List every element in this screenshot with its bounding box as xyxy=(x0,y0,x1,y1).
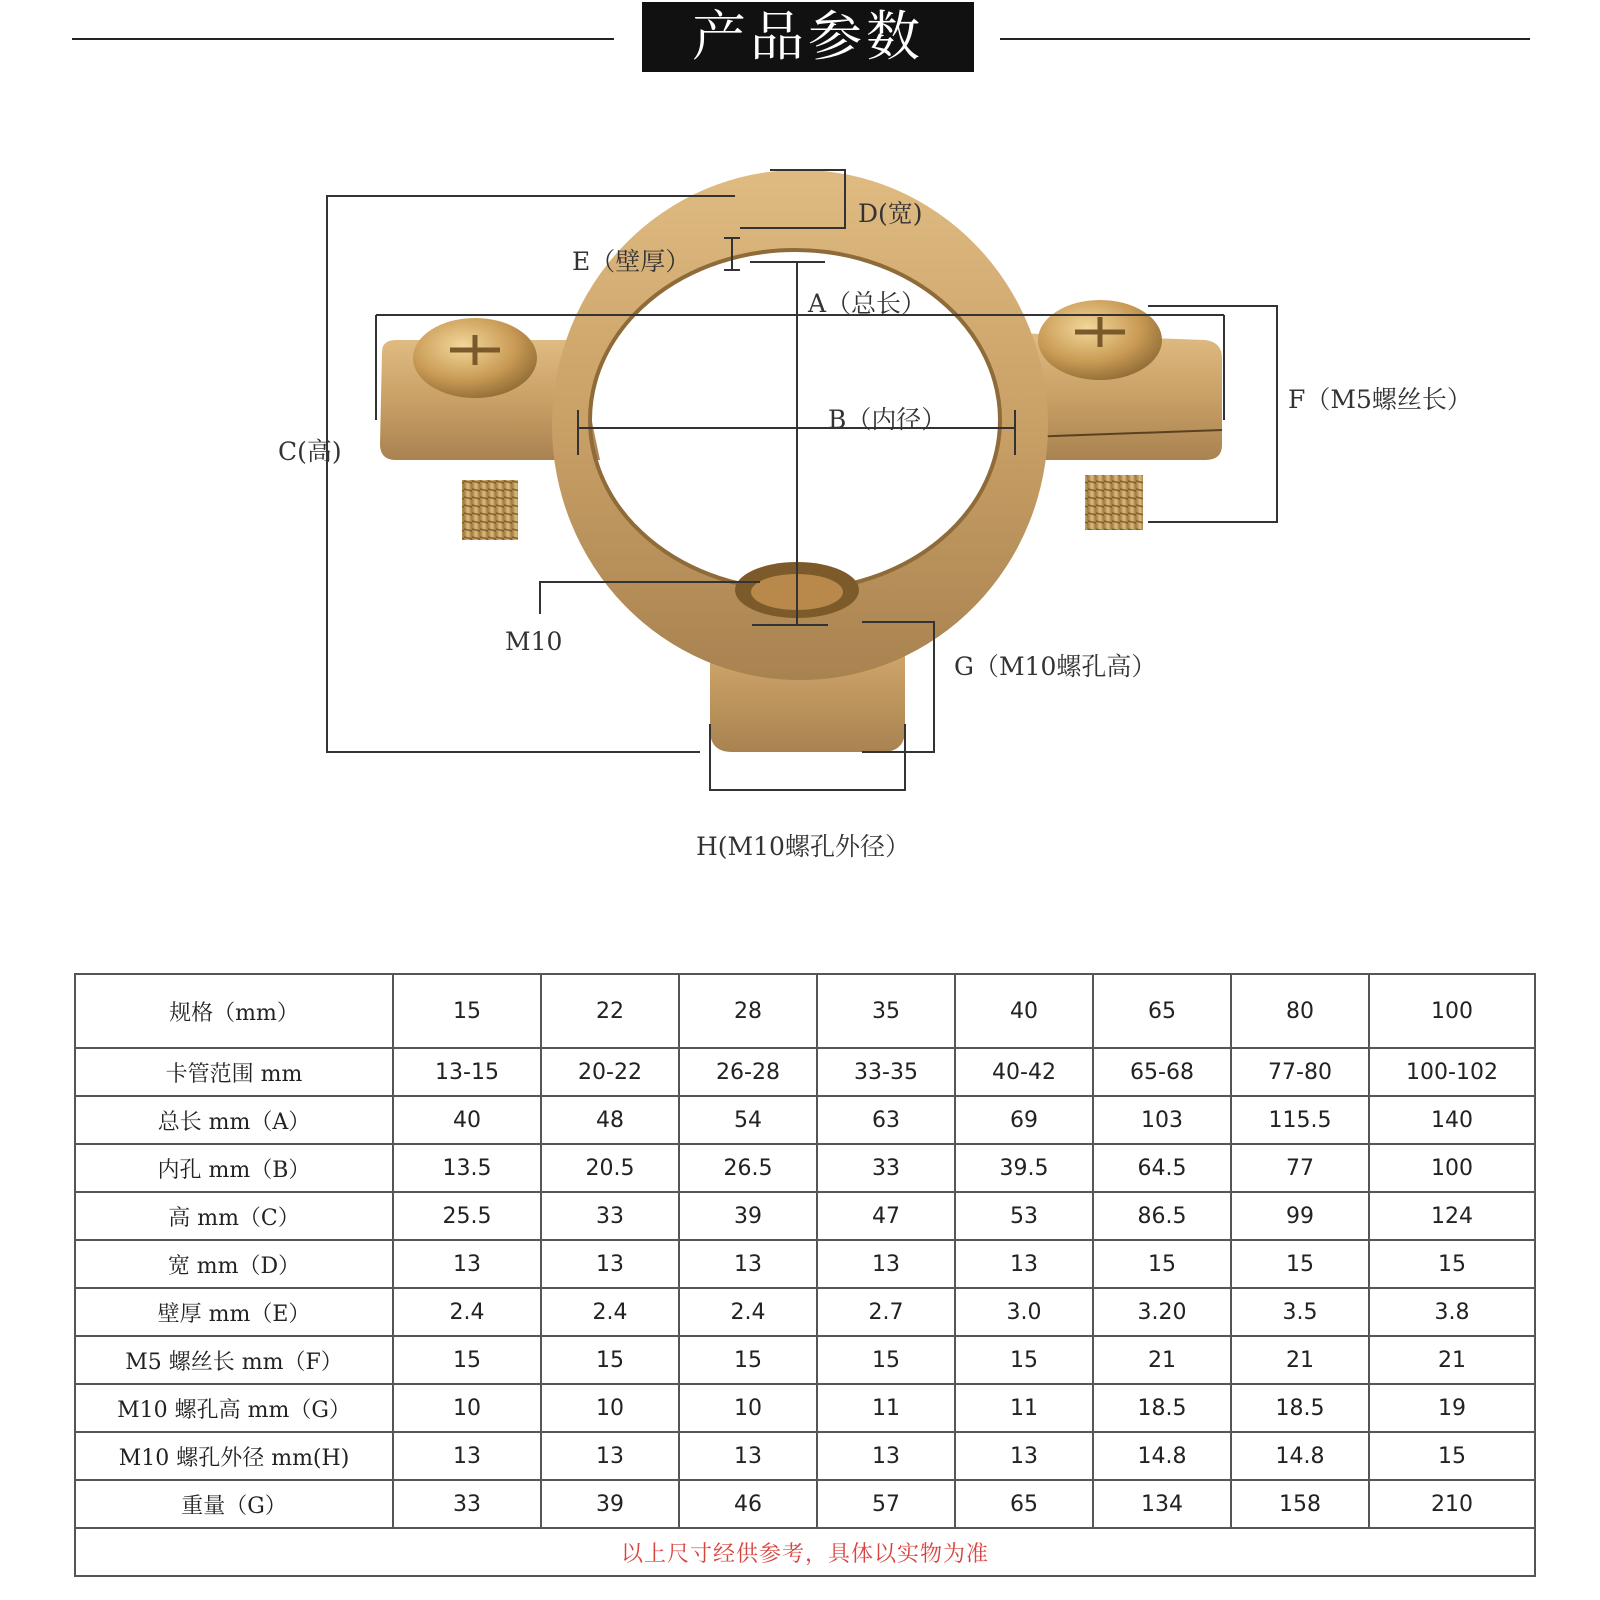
table-cell: 3.20 xyxy=(1093,1288,1231,1336)
table-cell: 13-15 xyxy=(393,1048,541,1096)
table-cell: 100-102 xyxy=(1369,1048,1535,1096)
table-cell: 13 xyxy=(393,1240,541,1288)
table-row xyxy=(75,1192,1535,1240)
table-row xyxy=(75,1048,1535,1096)
table-cell: 15 xyxy=(679,1336,817,1384)
table-cell: 13 xyxy=(817,1240,955,1288)
table-cell: 11 xyxy=(955,1384,1093,1432)
table-note-row xyxy=(75,1528,1535,1576)
table-cell: 2.7 xyxy=(817,1288,955,1336)
page-title: 产品参数 xyxy=(642,2,974,72)
label-b: B（内径） xyxy=(828,405,947,434)
table-cell: 20-22 xyxy=(541,1048,679,1096)
table-cell: 115.5 xyxy=(1231,1096,1369,1144)
table-row xyxy=(75,1144,1535,1192)
row-label: 壁厚 mm（E） xyxy=(75,1288,393,1336)
table-cell: 86.5 xyxy=(1093,1192,1231,1240)
table-cell: 13 xyxy=(541,1432,679,1480)
right-screw-thread xyxy=(1085,475,1143,530)
label-c: C(高) xyxy=(278,437,342,466)
row-label: M10 螺孔高 mm（G） xyxy=(75,1384,393,1432)
table-row xyxy=(75,1288,1535,1336)
table-header-row xyxy=(75,974,1535,1048)
table-cell: 3.5 xyxy=(1231,1288,1369,1336)
table-cell: 13 xyxy=(817,1432,955,1480)
table-note: 以上尺寸经供参考，具体以实物为准 xyxy=(75,1528,1535,1576)
table-row xyxy=(75,1480,1535,1528)
table-cell: 15 xyxy=(1093,1240,1231,1288)
table-cell: 21 xyxy=(1231,1336,1369,1384)
table-cell: 19 xyxy=(1369,1384,1535,1432)
table-cell: 15 xyxy=(541,1336,679,1384)
table-cell: 124 xyxy=(1369,1192,1535,1240)
label-a: A（总长） xyxy=(808,289,927,318)
table-cell: 25.5 xyxy=(393,1192,541,1240)
table-cell: 26.5 xyxy=(679,1144,817,1192)
table-cell: 11 xyxy=(817,1384,955,1432)
row-label: 宽 mm（D） xyxy=(75,1240,393,1288)
table-cell: 39.5 xyxy=(955,1144,1093,1192)
table-cell: 2.4 xyxy=(393,1288,541,1336)
table-cell: 140 xyxy=(1369,1096,1535,1144)
header-cell: 40 xyxy=(955,974,1093,1048)
table-cell: 13.5 xyxy=(393,1144,541,1192)
header-label: 规格（mm） xyxy=(75,974,393,1048)
table-cell: 64.5 xyxy=(1093,1144,1231,1192)
table-cell: 158 xyxy=(1231,1480,1369,1528)
header-cell: 28 xyxy=(679,974,817,1048)
table-cell: 3.8 xyxy=(1369,1288,1535,1336)
table-cell: 13 xyxy=(393,1432,541,1480)
table-cell: 40 xyxy=(393,1096,541,1144)
label-g: G（M10螺孔高） xyxy=(954,652,1157,681)
label-d: D(宽) xyxy=(858,199,923,228)
table-cell: 2.4 xyxy=(541,1288,679,1336)
table-cell: 33-35 xyxy=(817,1048,955,1096)
row-label: 卡管范围 mm xyxy=(75,1048,393,1096)
table-cell: 15 xyxy=(1369,1432,1535,1480)
table-cell: 210 xyxy=(1369,1480,1535,1528)
table-cell: 54 xyxy=(679,1096,817,1144)
table-cell: 15 xyxy=(1231,1240,1369,1288)
row-label: 总长 mm（A） xyxy=(75,1096,393,1144)
table-cell: 3.0 xyxy=(955,1288,1093,1336)
label-h: H(M10螺孔外径） xyxy=(696,832,910,861)
table-cell: 10 xyxy=(541,1384,679,1432)
table-row xyxy=(75,1240,1535,1288)
table-cell: 99 xyxy=(1231,1192,1369,1240)
table-cell: 100 xyxy=(1369,1144,1535,1192)
table-cell: 77 xyxy=(1231,1144,1369,1192)
left-screw-thread xyxy=(462,480,518,540)
table-cell: 57 xyxy=(817,1480,955,1528)
table-cell: 39 xyxy=(679,1192,817,1240)
table-cell: 46 xyxy=(679,1480,817,1528)
table-cell: 15 xyxy=(1369,1240,1535,1288)
label-m10: M10 xyxy=(505,627,563,656)
header-cell: 80 xyxy=(1231,974,1369,1048)
table-cell: 15 xyxy=(393,1336,541,1384)
table-cell: 2.4 xyxy=(679,1288,817,1336)
table-row xyxy=(75,1384,1535,1432)
table-cell: 69 xyxy=(955,1096,1093,1144)
table-cell: 26-28 xyxy=(679,1048,817,1096)
table-cell: 134 xyxy=(1093,1480,1231,1528)
row-label: M5 螺丝长 mm（F） xyxy=(75,1336,393,1384)
table-cell: 14.8 xyxy=(1093,1432,1231,1480)
table-cell: 15 xyxy=(955,1336,1093,1384)
table-cell: 18.5 xyxy=(1231,1384,1369,1432)
table-cell: 39 xyxy=(541,1480,679,1528)
table-row xyxy=(75,1096,1535,1144)
table-cell: 14.8 xyxy=(1231,1432,1369,1480)
table-cell: 63 xyxy=(817,1096,955,1144)
table-cell: 15 xyxy=(817,1336,955,1384)
table-cell: 77-80 xyxy=(1231,1048,1369,1096)
label-e: E（壁厚） xyxy=(572,247,691,276)
table-cell: 13 xyxy=(955,1432,1093,1480)
row-label: 内孔 mm（B） xyxy=(75,1144,393,1192)
row-label: 高 mm（C） xyxy=(75,1192,393,1240)
table-cell: 10 xyxy=(393,1384,541,1432)
table-cell: 65-68 xyxy=(1093,1048,1231,1096)
table-cell: 48 xyxy=(541,1096,679,1144)
table-cell: 13 xyxy=(541,1240,679,1288)
table-cell: 53 xyxy=(955,1192,1093,1240)
table-cell: 18.5 xyxy=(1093,1384,1231,1432)
table-cell: 47 xyxy=(817,1192,955,1240)
row-label: M10 螺孔外径 mm(H) xyxy=(75,1432,393,1480)
table-cell: 21 xyxy=(1093,1336,1231,1384)
table-row xyxy=(75,1336,1535,1384)
table-cell: 103 xyxy=(1093,1096,1231,1144)
row-label: 重量（G） xyxy=(75,1480,393,1528)
header-cell: 100 xyxy=(1369,974,1535,1048)
spec-table xyxy=(74,973,1536,1577)
header-cell: 35 xyxy=(817,974,955,1048)
table-cell: 33 xyxy=(393,1480,541,1528)
label-f: F（M5螺丝长） xyxy=(1288,385,1472,414)
table-cell: 65 xyxy=(955,1480,1093,1528)
table-cell: 21 xyxy=(1369,1336,1535,1384)
table-cell: 13 xyxy=(679,1240,817,1288)
table-cell: 13 xyxy=(955,1240,1093,1288)
table-cell: 20.5 xyxy=(541,1144,679,1192)
table-cell: 40-42 xyxy=(955,1048,1093,1096)
header-cell: 65 xyxy=(1093,974,1231,1048)
table-row xyxy=(75,1432,1535,1480)
header-cell: 15 xyxy=(393,974,541,1048)
table-cell: 13 xyxy=(679,1432,817,1480)
header-cell: 22 xyxy=(541,974,679,1048)
table-cell: 10 xyxy=(679,1384,817,1432)
table-cell: 33 xyxy=(541,1192,679,1240)
table-cell: 33 xyxy=(817,1144,955,1192)
